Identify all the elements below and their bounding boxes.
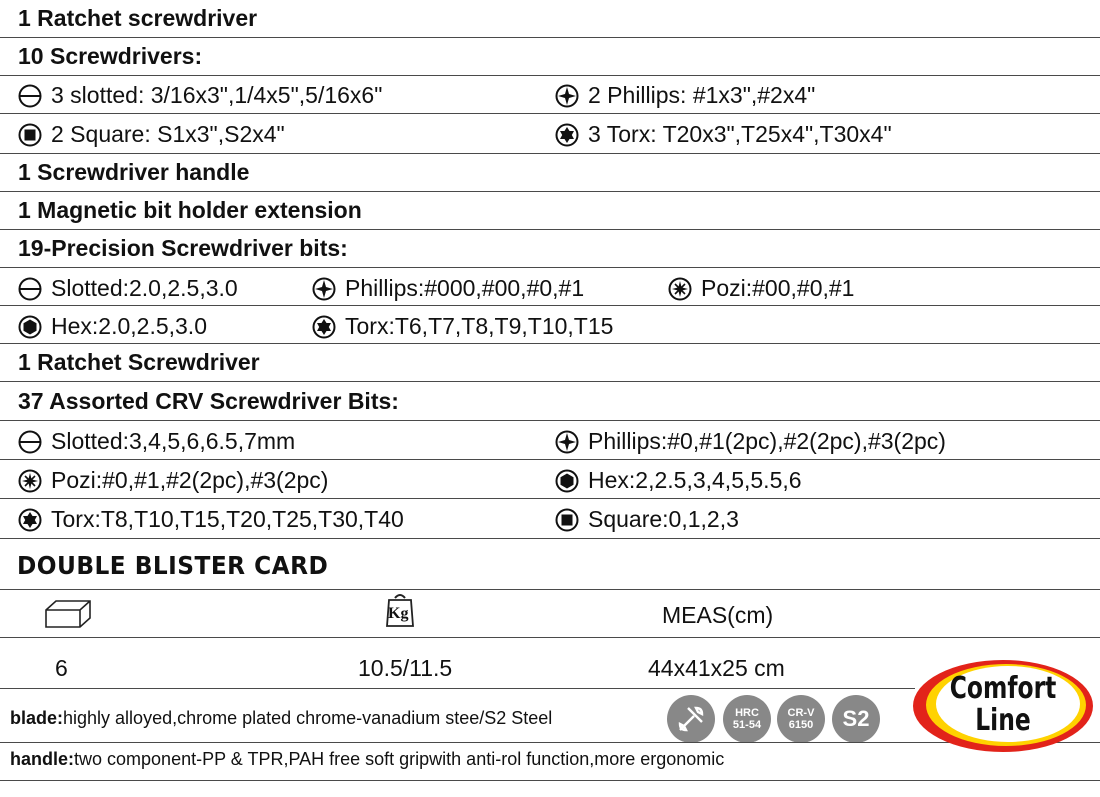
list-item-row: [0, 306, 1100, 344]
section-precision: [0, 230, 1100, 268]
item-text: Torx:T8,T10,T15,T20,T25,T30,T40: [51, 506, 404, 532]
packaging-meas: 44x41x25 cm: [648, 655, 785, 681]
blade-label: blade:: [10, 708, 64, 728]
section-title: 1 Screwdriver handle: [18, 159, 250, 185]
slotted-icon: [18, 84, 42, 108]
list-item: [18, 275, 238, 302]
item-text: Pozi:#0,#1,#2(2pc),#3(2pc): [51, 467, 329, 493]
section-screwdrivers: [0, 38, 1100, 76]
hex-icon: [18, 315, 42, 339]
section-title: 1 Ratchet Screwdriver: [18, 349, 260, 375]
item-text: 2 Square: S1x3",S2x4": [51, 121, 285, 147]
handle-text: two component-PP & TPR,PAH free soft gripwith anti-rol function,more ergonomic: [74, 749, 725, 769]
hrc-top: HRC: [735, 706, 759, 719]
divider: [0, 589, 1100, 590]
crv-badge: [777, 695, 825, 743]
item-text: 2 Phillips: #1x3",#2x4": [588, 82, 816, 108]
packaging-qty: 6: [55, 655, 68, 681]
phillips-icon: [555, 84, 579, 108]
list-item: [555, 506, 739, 533]
item-text: Slotted:2.0,2.5,3.0: [51, 275, 238, 301]
slotted-icon: [18, 430, 42, 454]
logo-line2: Line: [975, 702, 1031, 738]
list-item: [18, 467, 328, 494]
list-item: [555, 428, 946, 455]
item-text: Phillips:#000,#00,#0,#1: [345, 275, 585, 301]
section-extension: [0, 192, 1100, 230]
item-text: 3 Torx: T20x3",T25x4",T30x4": [588, 121, 892, 147]
torx-icon: [555, 123, 579, 147]
hrc-bottom: 51-54: [732, 719, 762, 731]
list-item: [555, 121, 892, 148]
item-text: Phillips:#0,#1(2pc),#2(2pc),#3(2pc): [588, 428, 946, 454]
packaging-title: DOUBLE BLISTER CARD: [17, 551, 329, 580]
square-icon: [18, 123, 42, 147]
item-text: Torx:T6,T7,T8,T9,T10,T15: [345, 313, 614, 339]
torx-icon: [312, 315, 336, 339]
hex-icon: [555, 469, 579, 493]
handle-spec: [10, 749, 724, 770]
s2-badge: S2: [832, 695, 880, 743]
list-item-row: [0, 499, 1100, 539]
section-ratchet-2: [0, 344, 1100, 382]
list-item: [18, 506, 404, 533]
square-icon: [555, 508, 579, 532]
list-item: [555, 467, 802, 494]
list-item-row: [0, 114, 1100, 154]
list-item: [312, 275, 584, 302]
section-title: 37 Assorted CRV Screwdriver Bits:: [18, 388, 399, 414]
divider: [0, 780, 1100, 781]
item-text: Square:0,1,2,3: [588, 506, 739, 532]
item-text: Pozi:#00,#0,#1: [701, 275, 855, 301]
comfort-line-logo: [910, 657, 1096, 755]
section-title: 1 Magnetic bit holder extension: [18, 197, 362, 223]
list-item-row: [0, 76, 1100, 114]
list-item: [668, 275, 854, 302]
phillips-icon: [555, 430, 579, 454]
phillips-icon: [312, 277, 336, 301]
torx-icon: [18, 508, 42, 532]
list-item-row: [0, 460, 1100, 499]
list-item: [18, 121, 285, 148]
hrc-badge: [723, 695, 771, 743]
item-text: Hex:2,2.5,3,4,5,5.5,6: [588, 467, 802, 493]
list-item-row: [0, 268, 1100, 306]
crv-bottom: 6150: [788, 719, 814, 731]
divider: [0, 688, 915, 689]
pozi-icon: [18, 469, 42, 493]
section-title: 1 Ratchet screwdriver: [18, 5, 258, 31]
list-item: [312, 313, 613, 340]
packaging-weight: 10.5/11.5: [358, 655, 453, 681]
section-assorted: [0, 382, 1100, 421]
section-handle: [0, 154, 1100, 192]
section-title: 19-Precision Screwdriver bits:: [18, 235, 348, 261]
crv-top: CR-V: [787, 706, 815, 719]
handle-label: handle:: [10, 749, 75, 769]
blade-text: highly alloyed,chrome plated chrome-vanadium stee/S2 Steel: [63, 708, 553, 728]
section-title: 10 Screwdrivers:: [18, 43, 203, 69]
slotted-icon: [18, 277, 42, 301]
blade-spec: [10, 708, 552, 729]
list-item: [18, 313, 207, 340]
meas-header: MEAS(cm): [662, 602, 774, 628]
pozi-icon: [668, 277, 692, 301]
item-text: 3 slotted: 3/16x3",1/4x5",5/16x6": [51, 82, 383, 108]
box-icon: [44, 598, 92, 630]
section-ratchet-1: [0, 0, 1100, 38]
divider: [0, 637, 1100, 638]
list-item: [18, 82, 382, 109]
list-item: [18, 428, 295, 455]
weight-icon-label: Kg: [388, 605, 409, 622]
wrench-icon: [667, 695, 715, 743]
logo-line1: Comfort: [949, 671, 1057, 706]
item-text: Hex:2.0,2.5,3.0: [51, 313, 207, 339]
item-text: Slotted:3,4,5,6,6.5,7mm: [51, 428, 296, 454]
list-item-row: [0, 421, 1100, 460]
list-item: [555, 82, 815, 109]
